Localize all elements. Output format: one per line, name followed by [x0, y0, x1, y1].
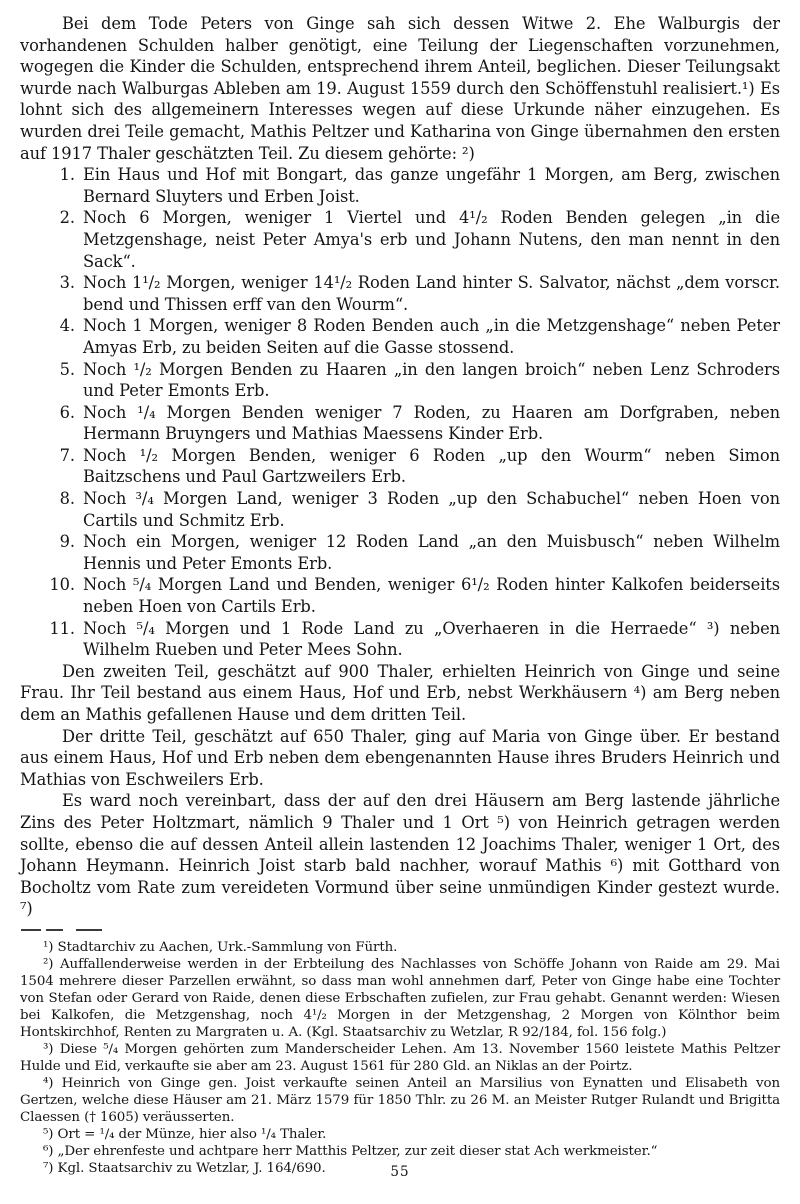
list-item [20, 272, 780, 315]
list-item-text: Noch 1¹/₂ Morgen, weniger 14¹/₂ Roden Land hinter S. Salvator, nächst „dem vorscr. bend und Thissen erff van den Wourm“. [83, 273, 780, 314]
footnote-4: ⁴) Heinrich von Ginge gen. Joist verkaufte seinen Anteil an Marsilius von Eynatten und Elisabeth von Gertzen, welche diese Häuser am 21. März 1579 für 1850 Thlr. zu 26 M. an Meister Rutger Rulandt und Brigitta Claessen († 1605) veräusserten. [20, 1075, 780, 1125]
list-item-text: Noch ¹/₄ Morgen Benden weniger 7 Roden, zu Haaren am Dorfgraben, neben Hermann Bruyngers und Mathias Maessens Kinder Erb. [83, 402, 780, 444]
list-item-text: Noch 1 Morgen, weniger 8 Roden Benden auch „in die Metzgenshage“ neben Peter Amyas Erb, zu beiden Seiten auf die Gasse stossend. [83, 316, 780, 357]
list-item-text: Noch ⁵/₄ Morgen Land und Benden, weniger 6¹/₂ Roden hinter Kalkofen beiderseits neben Hoen von Cartils Erb. [83, 575, 780, 617]
list-item-number: 4. [59, 316, 75, 336]
page-number: 55 [390, 1164, 410, 1180]
list-item-number: 7. [59, 445, 75, 465]
footnotes-section [20, 939, 780, 1177]
paragraph-third-part: Der dritte Teil, geschätzt auf 650 Thaler, ging auf Maria von Ginge über. Er bestand aus einem Haus, Hof und Erb neben dem ebengenannten Hause ihres Bruders Heinrich und Mathias von Eschweilers Erb. [20, 726, 780, 789]
paragraph-agreement: Es ward noch vereinbart, dass der auf den drei Häusern am Berg lastende jährliche Zins des Peter Holtzmart, nämlich 9 Thaler und 1 Ort ⁵) von Heinrich getragen werden sollte, ebenso die auf dessen Anteil allein lastenden 12 Joachims Thaler, weniger 1 Ort, des Johann Heymann. Heinrich Joist starb bald nachher, worauf Mathis ⁶) mit Gotthard von Bocholtz vom Rate zum vereideten Vormund über seine unmündigen Kinder gestezt wurde. ⁷) [20, 791, 780, 919]
paragraph-intro: Bei dem Tode Peters von Ginge sah sich dessen Witwe 2. Ehe Walburgis der vorhandenen Schulden halber genötigt, eine Teilung der Liegenschaften vorzunehmen, wogegen die Kinder die Schulden, entsprechend ihrem Anteil, beglichen. Dieser Teilungsakt wurde nach Walburgas Ableben am 19. August 1559 durch den Schöffenstuhl realisiert.¹) Es lohnt sich des allgemeinern Interesses wegen auf diese Urkunde näher einzugehen. Es wurden drei Teile gemacht, Mathis Peltzer und Katharina von Ginge übernahmen den ersten auf 1917 Thaler geschätzten Teil. Zu diesem gehörte: ²) [20, 14, 780, 163]
page-footer [0, 1161, 800, 1180]
list-item [20, 488, 780, 531]
list-item [20, 359, 780, 402]
footnote-6: ⁶) „Der ehrenfeste und achtpare herr Matthis Peltzer, zur zeit dieser stat Ach werkmeister.“ [43, 1143, 658, 1159]
list-item-text: Noch ¹/₂ Morgen Benden, weniger 6 Roden „up den Wourm“ neben Simon Baitzschens und Paul Gartzweilers Erb. [83, 445, 780, 487]
list-item-text: Noch ⁵/₄ Morgen und 1 Rode Land zu „Overhaeren in die Herraede“ ³) neben Wilhelm Rueben und Peter Mees Sohn. [83, 618, 780, 660]
footnote-2: ²) Auffallenderweise werden in der Erbteilung des Nachlasses von Schöffe Johann von Raide am 29. Mai 1504 mehrere dieser Parzellen erwähnt, so dass man wohl annehmen darf, Peter von Ginge habe eine Tochter von Stefan oder Gerard von Raide, denen diese Erbschaften zufielen, zur Frau gehabt. Genannt werden: Wiesen bei Kalkofen, die Metzgenshag, noch 4¹/₂ Morgen in der Metzgenshag, 2 Morgen von Kölnthor beim Hontskirchhof, Renten zu Margraten u. A. (Kgl. Staatsarchiv zu Wetzlar, R 92/184, fol. 156 folg.) [20, 956, 780, 1040]
separator-dash [46, 929, 63, 931]
list-item [20, 618, 780, 661]
list-item-number: 1. [59, 165, 75, 185]
list-item-text: Noch ³/₄ Morgen Land, weniger 3 Roden „up den Schabuchel“ neben Hoen von Cartils und Schmitz Erb. [83, 489, 780, 530]
paragraph-second-part: Den zweiten Teil, geschätzt auf 900 Thaler, erhielten Heinrich von Ginge und seine Frau. Ihr Teil bestand aus einem Haus, Hof und Erb, nebst Werkhäusern ⁴) am Berg neben dem an Mathis gefallenen Hause und dem dritten Teil. [20, 661, 780, 724]
separator-dash [76, 929, 102, 931]
list-item [20, 315, 780, 358]
separator-dash [21, 929, 41, 931]
list-item-number: 11. [49, 618, 75, 638]
list-item-number: 2. [59, 208, 75, 228]
list-item [20, 574, 780, 617]
list-item [20, 531, 780, 574]
list-item-text: Ein Haus und Hof mit Bongart, das ganze ungefähr 1 Morgen, am Berg, zwischen Bernard Sluyters und Erben Joist. [83, 165, 780, 206]
list-item-text: Noch ein Morgen, weniger 12 Roden Land „an den Muisbusch“ neben Wilhelm Hennis und Peter Emonts Erb. [83, 532, 780, 573]
list-item-number: 5. [59, 359, 75, 379]
list-item-number: 9. [59, 532, 75, 552]
list-item [20, 164, 780, 207]
page-content [20, 13, 780, 1177]
list-item [20, 402, 780, 445]
footnote-3: ³) Diese ⁵/₄ Morgen gehörten zum Manderscheider Lehen. Am 13. November 1560 leistete Mathis Peltzer Hulde und Eid, verkaufte sie aber am 23. August 1561 für 280 Gld. an Niklas an der Poirtz. [20, 1041, 780, 1074]
footnote-7: ⁷) Kgl. Staatsarchiv zu Wetzlar, J. 164/690. [43, 1160, 326, 1176]
list-item-text: Noch ¹/₂ Morgen Benden zu Haaren „in den langen broich“ neben Lenz Schroders und Peter Emonts Erb. [83, 359, 780, 401]
footnote-separator [21, 929, 780, 932]
list-item [20, 445, 780, 488]
list-item-number: 8. [59, 489, 75, 509]
list-item-number: 6. [59, 402, 75, 422]
parcel-list [20, 164, 780, 661]
list-item [20, 207, 780, 272]
footnote-5: ⁵) Ort = ¹/₄ der Münze, hier also ¹/₄ Thaler. [43, 1126, 327, 1142]
footnote-1: ¹) Stadtarchiv zu Aachen, Urk.-Sammlung von Fürth. [43, 939, 398, 955]
list-item-text: Noch 6 Morgen, weniger 1 Viertel und 4¹/₂ Roden Benden gelegen „in die Metzgenshage, neist Peter Amya's erb und Johann Nutens, den man nennt in den Sack“. [83, 208, 780, 271]
list-item-number: 3. [59, 273, 75, 293]
list-item-number: 10. [49, 575, 75, 595]
